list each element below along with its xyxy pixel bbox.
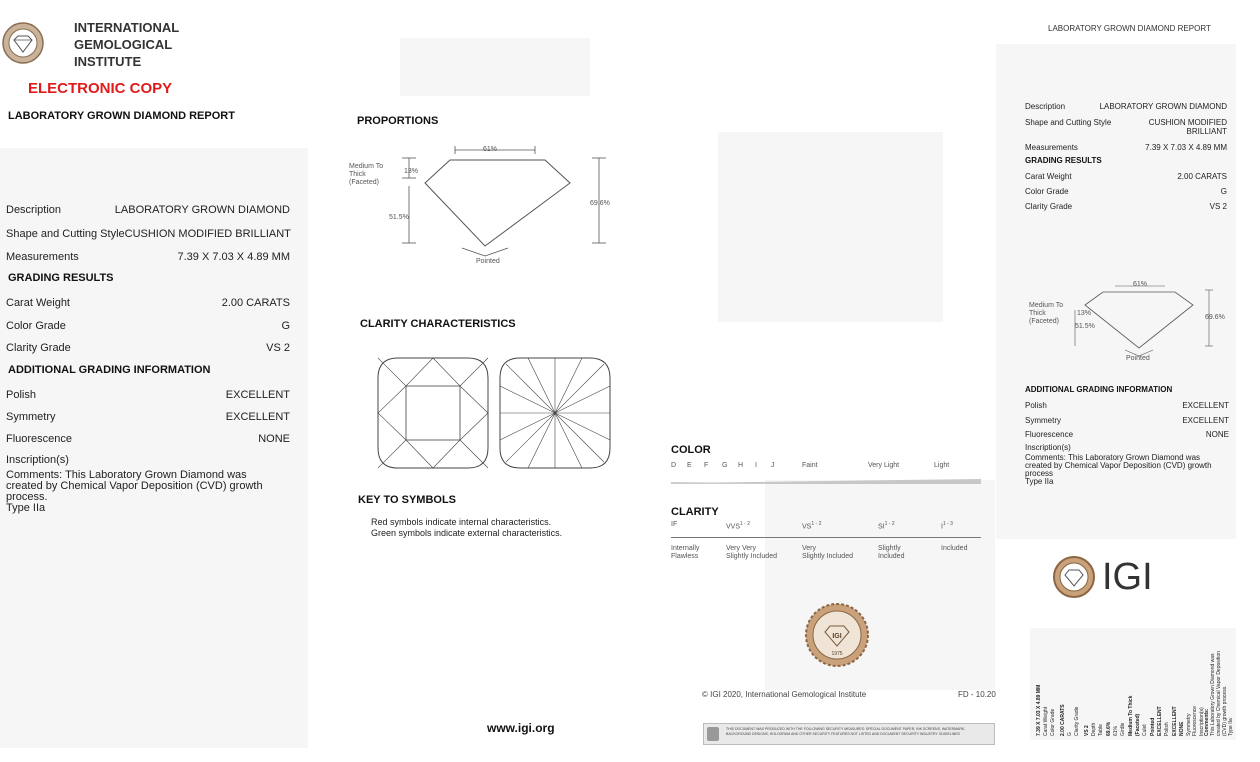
right-measurements-row xyxy=(1025,143,1227,152)
grading-results-heading: GRADING RESULTS xyxy=(8,272,114,284)
color-grade-h: H xyxy=(738,462,744,469)
right-carat-value: 2.00 CARATS xyxy=(1177,172,1227,181)
clarity-grade-vvs: VVS$^{1 - 2}$ xyxy=(726,521,751,531)
strip-col4: 69.6% 61% Girdle xyxy=(1106,721,1126,736)
clarity-desc-if: Internally Flawless xyxy=(671,545,700,560)
strip-col1: 7.39 X 7.03 X 4.89 MM Carat Weight Color Grade xyxy=(1036,684,1056,736)
right-shape-label: Shape and Cutting Style xyxy=(1025,118,1112,127)
right-polish-value: EXCELLENT xyxy=(1182,401,1229,410)
key-to-symbols-text xyxy=(371,517,562,539)
electronic-copy-label: ELECTRONIC COPY xyxy=(28,80,173,97)
right-fluorescence-label: Fluorescence xyxy=(1025,430,1074,439)
lock-icon xyxy=(707,727,719,741)
clarity-desc-i: Included xyxy=(941,545,968,552)
fluorescence-value: NONE xyxy=(258,433,290,445)
pavilion-percent: 51.5% xyxy=(389,214,409,221)
summary-strip xyxy=(1030,628,1236,740)
symmetry-label: Symmetry xyxy=(6,411,56,423)
comments-text xyxy=(6,470,296,514)
key-line-red: Red symbols indicate internal characteristics. xyxy=(371,517,552,527)
seal-year: 1975 xyxy=(831,651,843,657)
crown-percent: 13% xyxy=(404,168,419,175)
strip-col8: Fluorescence Inscription(s) xyxy=(1192,705,1205,736)
color-faint: Faint xyxy=(802,462,818,469)
clarity-grade-if: IF xyxy=(671,521,678,528)
culet-label: Pointed xyxy=(476,258,500,265)
right-clarity-value: VS 2 xyxy=(1209,202,1227,211)
org-name-line3: INSTITUTE xyxy=(74,54,142,69)
right-report-title: LABORATORY GROWN DIAMOND REPORT xyxy=(1048,24,1211,33)
shape-value: CUSHION MODIFIED BRILLIANT xyxy=(124,228,291,240)
strip-col6: Pointed EXCELLENT Polish xyxy=(1150,706,1170,736)
report-title: LABORATORY GROWN DIAMOND REPORT xyxy=(8,110,235,122)
polish-row xyxy=(6,389,290,401)
right-symmetry-value: EXCELLENT xyxy=(1182,416,1229,425)
clarity-desc-si: Slightly Included xyxy=(878,545,905,560)
security-line1: THIS DOCUMENT WAS PRODUCED WITH THE FOLLOWING SECURITY MEASURES: SPECIAL DOCUMENT PAPER, INK SCREENS, WATERMARK, xyxy=(726,727,966,731)
comments-line4: Type IIa xyxy=(6,502,46,514)
org-name-line1: INTERNATIONAL xyxy=(74,20,180,35)
color-grade-i: I xyxy=(755,462,757,469)
color-value: G xyxy=(281,320,290,332)
comments-line3: process. xyxy=(6,491,48,503)
fluorescence-row xyxy=(6,433,290,445)
center-top-watermark xyxy=(400,38,590,96)
clarity-descriptions xyxy=(671,545,981,565)
security-notice xyxy=(726,727,965,737)
clarity-value: VS 2 xyxy=(266,342,290,354)
color-grade-f: F xyxy=(704,462,709,469)
right-fluorescence-row xyxy=(1025,430,1229,439)
fluorescence-label: Fluorescence xyxy=(6,433,73,445)
shape-label: Shape and Cutting Style xyxy=(6,228,125,240)
right-carat-row xyxy=(1025,172,1227,181)
key-line-green: Green symbols indicate external characteristics. xyxy=(371,528,563,538)
description-label: Description xyxy=(6,204,62,216)
right-additional-heading: ADDITIONAL GRADING INFORMATION xyxy=(1025,385,1173,394)
security-line2: BACKGROUND DESIGNS, HOLOGRAM AND OTHER SECURITY FEATURES NOT LISTED AND DOCUMENT SECURITY INDUSTRY GUIDELINES xyxy=(726,732,960,736)
girdle-line1: Medium To xyxy=(349,163,384,170)
clarity-grade-si: SI$^{1 - 2}$ xyxy=(878,521,895,531)
clarity-grade-i: $I^{1 - 3}$ xyxy=(941,521,953,531)
clarity-row xyxy=(6,342,290,354)
igi-seal xyxy=(804,602,870,668)
org-name-line2: GEMOLOGICAL xyxy=(74,37,173,52)
right-polish-row xyxy=(1025,401,1229,410)
right-proportions-diagram xyxy=(1025,280,1235,370)
color-grade-e: E xyxy=(687,462,692,469)
depth-percent: 69.6% xyxy=(590,200,610,207)
website-link[interactable]: www.igi.org xyxy=(487,721,555,735)
measurements-label: Measurements xyxy=(6,251,79,263)
color-grade-j: J xyxy=(771,462,775,469)
clarity-scale-line xyxy=(671,537,981,538)
clarity-scale-heading: CLARITY xyxy=(671,506,719,518)
color-very-light: Very Light xyxy=(868,462,900,469)
right-description-row xyxy=(1025,102,1227,111)
right-shape-row xyxy=(1025,118,1227,136)
seal-brand: IGI xyxy=(832,633,842,640)
strip-col9: Comments: This Laboratory Grown Diamond was created by Chemical Vapor Deposition (CVD) growth process. Type IIa xyxy=(1204,651,1234,736)
right-culet-label: Pointed xyxy=(1126,355,1150,362)
color-row xyxy=(6,320,290,332)
right-shape-value: CUSHION MODIFIED BRILLIANT xyxy=(1148,118,1227,136)
clarity-desc-vs: Very Slightly Included xyxy=(802,545,853,560)
proportions-diagram xyxy=(340,138,630,273)
symmetry-row xyxy=(6,411,290,423)
right-depth-percent: 69.6% xyxy=(1205,314,1225,321)
right-carat-label: Carat Weight xyxy=(1025,172,1072,181)
right-description-label: Description xyxy=(1025,102,1066,111)
table-percent: 61% xyxy=(483,146,498,153)
right-clarity-row xyxy=(1025,202,1227,211)
description-row xyxy=(6,204,290,216)
right-color-row xyxy=(1025,187,1227,196)
measurements-value: 7.39 X 7.03 X 4.89 MM xyxy=(177,251,290,263)
clarity-desc-vvs: Very Very Slightly Included xyxy=(726,545,777,560)
color-scale-heading: COLOR xyxy=(671,444,711,456)
right-clarity-label: Clarity Grade xyxy=(1025,202,1073,211)
clarity-plot-pavilion xyxy=(498,356,612,470)
color-label: Color Grade xyxy=(6,320,66,332)
right-inscription-label: Inscription(s) xyxy=(1025,443,1071,452)
igi-brand-logo xyxy=(1052,555,1172,599)
right-color-label: Color Grade xyxy=(1025,187,1069,196)
carat-row xyxy=(6,297,290,309)
key-to-symbols-heading: KEY TO SYMBOLS xyxy=(358,494,457,506)
color-scale-wedge xyxy=(671,476,983,488)
security-footer-bar xyxy=(703,723,995,745)
right-symmetry-label: Symmetry xyxy=(1025,416,1061,425)
carat-label: Carat Weight xyxy=(6,297,70,309)
igi-logo xyxy=(2,22,44,64)
right-girdle-label: Medium To Thick (Faceted) xyxy=(1029,302,1064,325)
proportions-heading: PROPORTIONS xyxy=(357,115,439,127)
right-symmetry-row xyxy=(1025,416,1229,425)
right-polish-label: Polish xyxy=(1025,401,1047,410)
right-measurements-value: 7.39 X 7.03 X 4.89 MM xyxy=(1145,143,1227,152)
comments-line1: Comments: This Laboratory Grown Diamond was xyxy=(6,469,247,481)
color-grade-g: G xyxy=(722,462,728,469)
clarity-scale xyxy=(671,521,981,535)
strip-col5: Medium To Thick (Faceted) Culet xyxy=(1128,695,1148,736)
color-light: Light xyxy=(934,462,950,469)
girdle-label xyxy=(349,163,383,187)
carat-value: 2.00 CARATS xyxy=(221,297,290,309)
right-color-value: G xyxy=(1220,187,1227,196)
right-description-value: LABORATORY GROWN DIAMOND xyxy=(1099,102,1227,111)
color-grade-d: D xyxy=(671,462,677,469)
comments-line2: created by Chemical Vapor Deposition (CVD) growth xyxy=(6,480,263,492)
description-value: LABORATORY GROWN DIAMOND xyxy=(114,204,290,216)
right-crown-percent: 13% xyxy=(1077,310,1092,317)
clarity-label: Clarity Grade xyxy=(6,342,71,354)
form-code: FD - 10.20 xyxy=(958,690,996,699)
right-comments-text: Comments: This Laboratory Grown Diamond was created by Chemical Vapor Deposition (CVD) growth process Type IIa xyxy=(1025,453,1212,486)
right-pavilion-percent: 51.5% xyxy=(1075,323,1095,330)
clarity-grade-vs: VS$^{1 - 2}$ xyxy=(802,521,822,531)
clarity-plot-crown xyxy=(376,356,490,470)
inscription-label: Inscription(s) xyxy=(6,454,69,466)
polish-label: Polish xyxy=(6,389,36,401)
clarity-characteristics-heading: CLARITY CHARACTERISTICS xyxy=(360,318,516,330)
symmetry-value: EXCELLENT xyxy=(225,411,290,423)
girdle-line3: (Faceted) xyxy=(349,179,379,186)
right-grading-results-heading: GRADING RESULTS xyxy=(1025,156,1102,165)
polish-value: EXCELLENT xyxy=(225,389,290,401)
girdle-line2: Thick xyxy=(349,171,366,178)
color-scale xyxy=(671,462,981,476)
shape-row xyxy=(6,228,290,240)
strip-col3: VS 2 Depth Table xyxy=(1084,722,1104,736)
right-table-percent: 61% xyxy=(1133,281,1148,288)
scales-seal-watermark xyxy=(765,480,995,690)
igi-wordmark: IGI xyxy=(1102,556,1153,598)
additional-info-heading: ADDITIONAL GRADING INFORMATION xyxy=(8,364,211,376)
right-fluorescence-value: NONE xyxy=(1205,430,1229,439)
right-measurements-label: Measurements xyxy=(1025,143,1078,152)
strip-col2: 2.00 CARATS G Clarity Grade xyxy=(1060,704,1080,736)
measurements-row xyxy=(6,251,290,263)
strip-col7: EXCELLENT NONE Symmetry xyxy=(1172,706,1192,736)
copyright-notice: © IGI 2020, International Gemological Institute xyxy=(702,690,867,699)
scales-top-watermark xyxy=(718,132,943,322)
